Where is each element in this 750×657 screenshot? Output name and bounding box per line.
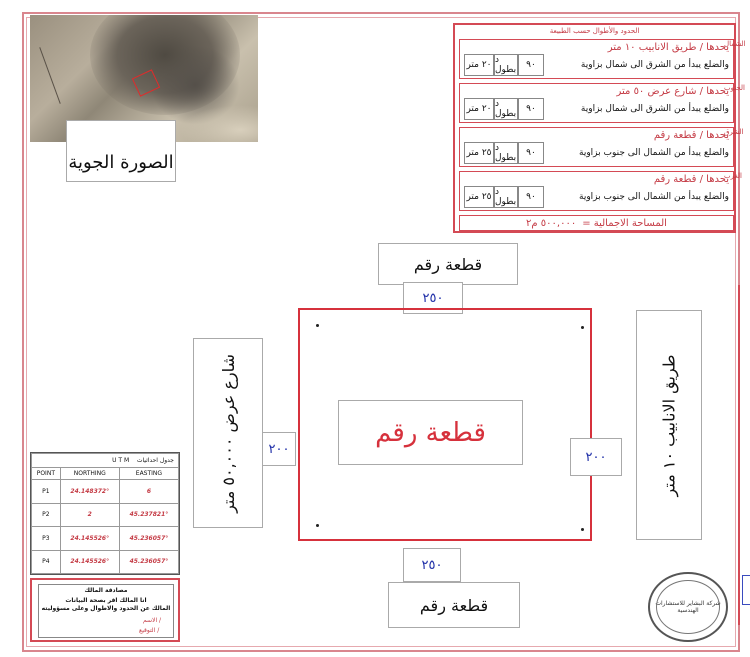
boundary-south — [459, 83, 734, 123]
boundary-head: يحدها / شارع عرض ٥٠ متر — [616, 86, 729, 97]
boundary-length: ٢٠ متر — [464, 98, 494, 120]
boundary-west — [459, 171, 734, 211]
corner-point — [581, 528, 584, 531]
signature-line1: انا المالك اقر بصحة البيانات — [65, 597, 147, 604]
west-dimension: ٢٠٠ — [262, 432, 296, 466]
col-header-easting: EASTING — [119, 468, 178, 480]
tag-north: الشمال — [724, 40, 746, 48]
stamp-text: شركة البشاير للاستشارات الهندسية — [655, 600, 721, 614]
south-neighbor-label: قطعة رقم — [388, 582, 520, 628]
east-road-label — [636, 310, 702, 540]
boundary-length: ٢٥ متر — [464, 186, 494, 208]
easting-value: 45.237821° — [119, 503, 178, 527]
name-label: الاسم / — [143, 617, 162, 624]
boundary-angle: ٩٠ — [518, 98, 544, 120]
west-street-label — [193, 338, 263, 528]
signature-line2: المالك عن الحدود والاطوال وعلى مسؤوليته — [41, 605, 171, 612]
point-id: P1 — [32, 480, 61, 504]
boundary-length-label: د بطول — [495, 187, 517, 207]
boundary-desc: والضلع يبدأ من الشمال الى جنوب بزاوية — [579, 148, 729, 158]
northing-value: 24.145526° — [60, 550, 119, 574]
tag-west: الغرب — [724, 172, 742, 180]
signature-label: التوقيع / — [139, 627, 160, 634]
northing-value: 24.145526° — [60, 527, 119, 551]
col-header-northing: NORTHING — [60, 468, 119, 480]
company-stamp — [648, 572, 728, 642]
corner-point — [581, 326, 584, 329]
corner-point — [316, 524, 319, 527]
boundary-desc: والضلع يبدأ من الشرق الى شمال بزاوية — [580, 104, 729, 114]
signature-title: مصادقة المالك — [84, 587, 128, 594]
northing-value: 24.148372° — [60, 480, 119, 504]
boundary-length-label: د بطول — [495, 55, 517, 75]
table-row — [32, 503, 179, 527]
point-id: P4 — [32, 550, 61, 574]
tag-south: الجنوب — [724, 84, 745, 92]
table-row — [32, 550, 179, 574]
col-header-point: POINT — [32, 468, 61, 480]
total-area-label: المساحة الاجمالية = — [582, 217, 667, 229]
boundary-north — [459, 39, 734, 79]
boundary-angle: ٩٠ — [518, 186, 544, 208]
point-id: P2 — [32, 503, 61, 527]
coordinates-table — [30, 452, 180, 575]
aerial-road — [39, 47, 60, 104]
north-neighbor-label: قطعة رقم — [378, 243, 518, 285]
boundary-head: يحدها / طريق الانابيب ١٠ متر — [607, 42, 729, 53]
south-dimension: ٢٥٠ — [403, 548, 461, 582]
boundary-length-label: د بطول — [495, 99, 517, 119]
parcel-label: قطعة رقم — [338, 400, 523, 465]
total-area-value: ٥٠٠,٠٠٠ م٢ — [526, 217, 577, 229]
north-dimension: ٢٥٠ — [403, 282, 463, 314]
coordinates-system: U T M — [112, 457, 130, 464]
owner-signature-box — [30, 578, 180, 642]
boundaries-table-title: الحدود والأطوال حسب الطبيعة — [549, 27, 640, 35]
stamp-ring — [656, 580, 720, 634]
boundary-length: ٢٠ متر — [464, 54, 494, 76]
west-street-text: شارع عرض ٥٠,٠٠٠ متر — [218, 353, 238, 513]
boundary-length-label: د بطول — [495, 143, 517, 163]
aerial-photo-label: الصورة الجوية — [66, 120, 176, 182]
coordinates-title-row — [32, 454, 179, 468]
boundary-angle: ٩٠ — [518, 54, 544, 76]
point-id: P3 — [32, 527, 61, 551]
easting-value: 45.236057° — [119, 527, 178, 551]
coordinates-title: جدول احداثيات — [136, 457, 174, 464]
signature-inner — [38, 584, 174, 638]
boundary-head: يحدها / قطعة رقم — [653, 130, 729, 141]
boundary-desc: والضلع يبدأ من الشرق الى شمال بزاوية — [580, 60, 729, 70]
corner-point — [316, 324, 319, 327]
northing-value: 2 — [60, 503, 119, 527]
total-area-row — [459, 215, 734, 231]
east-road-text: طريق الانابيب ١٠ متر — [659, 354, 679, 496]
easting-value: 45.236057° — [119, 550, 178, 574]
boundary-east — [459, 127, 734, 167]
boundaries-table — [453, 23, 736, 233]
table-row — [32, 480, 179, 504]
boundary-length: ٢٥ متر — [464, 142, 494, 164]
adjacent-sheet-edge — [738, 285, 750, 625]
adjacent-sheet-box — [742, 575, 750, 605]
boundary-head: يحدها / قطعة رقم — [653, 174, 729, 185]
tag-east: الشرق — [724, 128, 744, 136]
east-dimension: ٢٠٠ — [570, 438, 622, 476]
boundary-desc: والضلع يبدأ من الشمال الى جنوب بزاوية — [579, 192, 729, 202]
table-row — [32, 527, 179, 551]
boundary-angle: ٩٠ — [518, 142, 544, 164]
easting-value: 6 — [119, 480, 178, 504]
